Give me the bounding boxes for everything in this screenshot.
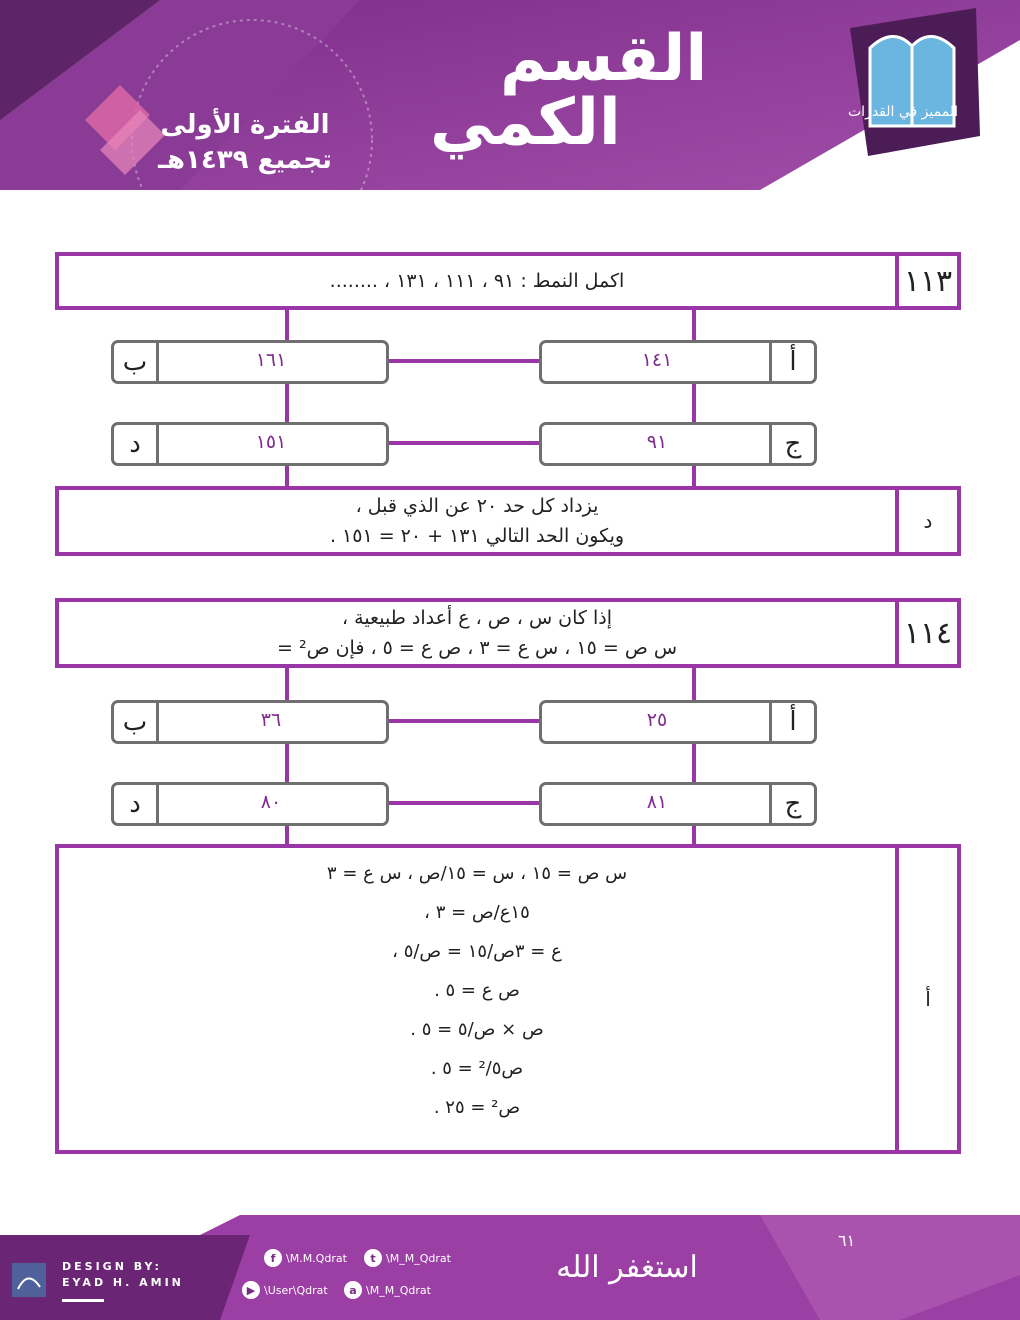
logo-text: المميز في القدرات	[848, 104, 958, 120]
option-d[interactable]	[111, 422, 389, 466]
designer-logo-icon	[10, 1259, 50, 1303]
facebook-handle: \M.M.Qdrat	[286, 1251, 347, 1265]
question-number: ١١٤	[895, 602, 957, 664]
option-value: ٢٥	[646, 709, 668, 731]
facebook-link[interactable]	[264, 1249, 347, 1267]
ask-link[interactable]	[344, 1281, 431, 1299]
twitter-link[interactable]	[364, 1249, 451, 1267]
option-b[interactable]	[111, 700, 389, 744]
youtube-icon: ▶	[242, 1281, 260, 1299]
solution-line: ص² = ٢٥ .	[433, 1097, 521, 1118]
option-c[interactable]	[539, 782, 817, 826]
collection-label: تجميع ١٤٣٩هـ	[158, 145, 332, 175]
solution-line: ويكون الحد التالي ١٣١ + ٢٠ = ١٥١ .	[329, 525, 625, 547]
option-value: ١٥١	[255, 431, 287, 453]
book-logo	[848, 8, 980, 156]
youtube-handle: \User\Qdrat	[264, 1283, 328, 1297]
option-value: ٣٦	[260, 709, 282, 731]
solution-114-box	[55, 844, 961, 1154]
solution-line: ع = ٣ص/١٥ = ص/٥ ،	[392, 941, 562, 962]
option-c[interactable]	[539, 422, 817, 466]
answer-letter: أ	[895, 848, 957, 1150]
option-value: ١٤١	[641, 349, 673, 371]
question-text-line: إذا كان س ، ص ، ع أعداد طبيعية ،	[341, 607, 613, 629]
section-title-line2: الكمي	[430, 86, 621, 160]
solution-line: يزداد كل حد ٢٠ عن الذي قبل ،	[355, 495, 599, 517]
connector-line	[388, 359, 540, 363]
ask-handle: \M_M_Qdrat	[366, 1283, 431, 1297]
connector-line	[388, 801, 540, 805]
solution-line: ص × ص/٥ = ٥ .	[410, 1019, 544, 1040]
option-label: ج	[769, 425, 814, 463]
solution-line: س ص = ١٥ ، س = ١٥/ص ، س ع = ٣	[326, 863, 628, 884]
option-label: ب	[114, 343, 159, 381]
question-text-line: اكمل النمط : ٩١ ، ١١١ ، ١٣١ ، ........	[329, 270, 625, 292]
question-114-text	[59, 602, 895, 664]
facebook-icon: f	[264, 1249, 282, 1267]
option-label: أ	[769, 703, 814, 741]
twitter-handle: \M_M_Qdrat	[386, 1251, 451, 1265]
option-a[interactable]	[539, 340, 817, 384]
period-label: الفترة الأولى	[160, 110, 330, 140]
option-b[interactable]	[111, 340, 389, 384]
option-label: أ	[769, 343, 814, 381]
answer-letter: د	[895, 490, 957, 552]
connector-line	[388, 719, 540, 723]
designer-name: EYAD H. AMIN	[62, 1276, 184, 1289]
solution-text	[59, 490, 895, 552]
page-header	[0, 0, 1020, 190]
option-value: ٨١	[646, 791, 668, 813]
designer-label: DESIGN BY:	[62, 1260, 162, 1273]
option-value: ٨٠	[260, 791, 282, 813]
option-label: د	[114, 425, 159, 463]
question-number: ١١٣	[895, 256, 957, 306]
option-value: ٩١	[646, 431, 668, 453]
page-number: ٦١	[838, 1231, 856, 1250]
question-text-line: س ص = ١٥ ، س ع = ٣ ، ص ع = ٥ ، فإن ص² =	[276, 637, 678, 659]
option-label: ب	[114, 703, 159, 741]
option-d[interactable]	[111, 782, 389, 826]
twitter-icon: t	[364, 1249, 382, 1267]
question-113-text	[59, 256, 895, 306]
connector-line	[388, 441, 540, 445]
solution-113-box	[55, 486, 961, 556]
solution-line: ١٥ع/ص = ٣ ،	[424, 902, 530, 923]
book-logo-icon	[848, 8, 980, 156]
solution-text	[59, 854, 895, 1144]
calligraphy-istighfar: استغفر الله	[556, 1249, 698, 1285]
youtube-link[interactable]	[242, 1281, 328, 1299]
option-label: د	[114, 785, 159, 823]
option-value: ١٦١	[255, 349, 287, 371]
ask-icon: a	[344, 1281, 362, 1299]
section-title-line1: القسم	[500, 22, 708, 96]
option-a[interactable]	[539, 700, 817, 744]
solution-line: ص²/٥ = ٥ .	[430, 1058, 524, 1079]
page-footer	[0, 1215, 1020, 1320]
option-label: ج	[769, 785, 814, 823]
question-113-box	[55, 252, 961, 310]
question-114-box	[55, 598, 961, 668]
solution-line: ص ع = ٥ .	[434, 980, 520, 1001]
